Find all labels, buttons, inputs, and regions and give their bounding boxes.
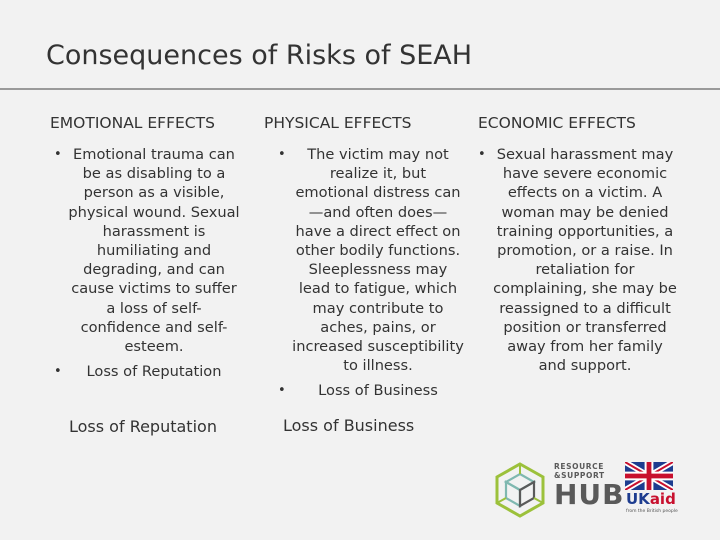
ukaid-wordmark	[626, 491, 676, 507]
bullet-list	[54, 145, 240, 381]
column-economic-effects	[478, 114, 678, 381]
hub-wordmark	[554, 462, 625, 509]
hub-line-1: RESOURCE	[554, 462, 604, 471]
ukaid-uk: UK	[626, 490, 650, 508]
overlay-text-loss-of-business: Loss of Business	[283, 416, 415, 435]
ukaid-aid: aid	[649, 490, 676, 508]
bullet-list	[478, 145, 678, 375]
column-heading: EMOTIONAL EFFECTS	[50, 114, 215, 132]
column-heading: ECONOMIC EFFECTS	[478, 114, 636, 132]
overlay-text-loss-of-reputation: Loss of Reputation	[69, 417, 217, 436]
column-physical-effects	[264, 114, 464, 407]
column-emotional-effects	[50, 114, 240, 387]
bullet-item: • Emotional trauma can be as disabling to a person as a visible, physical wound. Sexual harassment is humiliating and degrading, and can cause victims to suffer a loss of self-confidence and self-esteem.	[54, 145, 240, 356]
title-divider	[0, 88, 720, 90]
hub-line-2: &SUPPORT	[554, 471, 605, 480]
bullet-list	[278, 145, 464, 401]
bullet-item: • Sexual harassment may have severe economic effects on a victim. A woman may be denied training opportunities, a promotion, or a raise. In retaliation for complaining, she may be reassigned to a difficult position or transferred away from her family and support.	[478, 145, 678, 375]
bullet-item: • Loss of Business	[278, 381, 464, 400]
resource-support-hub-logo	[492, 462, 625, 518]
bullet-item: • The victim may not realize it, but emotional distress can—and often does—have a direct effect on other bodily functions. Sleeplessness may lead to fatigue, which may contribute to aches, pains, or increased susceptibility to illness.	[278, 145, 464, 375]
hexagon-cube-icon	[492, 462, 548, 518]
column-heading: PHYSICAL EFFECTS	[264, 114, 412, 132]
hub-line-3: HUB	[554, 478, 625, 511]
ukaid-logo	[624, 462, 678, 518]
ukaid-tagline: from the British people	[626, 509, 678, 514]
bullet-item: • Loss of Reputation	[54, 362, 240, 381]
union-flag-icon	[625, 462, 673, 490]
page-title: Consequences of Risks of SEAH	[46, 40, 473, 71]
